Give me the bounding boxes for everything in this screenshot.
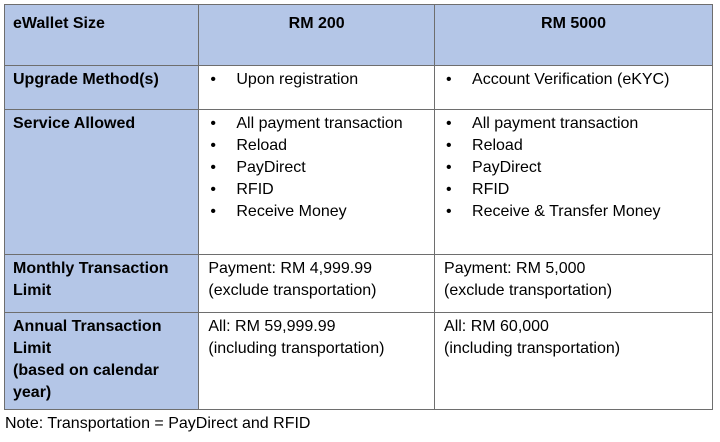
bullet-list bbox=[199, 110, 434, 223]
header-rm5000: RM 5000 bbox=[541, 15, 606, 32]
list-item bbox=[199, 201, 434, 223]
row-label-line: Annual Transaction bbox=[13, 318, 162, 335]
list-item-text: RFID bbox=[236, 181, 274, 198]
list-item-text: Receive Money bbox=[236, 203, 347, 220]
row-label-cell bbox=[5, 110, 199, 255]
bullet-icon: • bbox=[446, 115, 452, 132]
bullet-list bbox=[435, 66, 712, 91]
bullet-icon: • bbox=[446, 71, 452, 88]
list-item-text: Reload bbox=[472, 137, 523, 154]
row-label-line: year) bbox=[13, 384, 52, 401]
cell-line: All: RM 60,000 bbox=[444, 318, 549, 335]
list-item-text: Receive & Transfer Money bbox=[472, 203, 661, 220]
table-row bbox=[5, 255, 713, 313]
annual-rm5000-cell bbox=[435, 313, 713, 410]
bullet-list bbox=[435, 110, 712, 223]
list-item-text: Reload bbox=[236, 137, 288, 154]
annual-rm200-value bbox=[199, 313, 434, 360]
table-row bbox=[5, 110, 713, 255]
bullet-icon: • bbox=[446, 181, 452, 198]
row-label-annual-limit bbox=[5, 313, 198, 404]
annual-rm5000-value bbox=[435, 313, 712, 360]
annual-rm200-cell bbox=[199, 313, 435, 410]
monthly-rm5000-cell bbox=[435, 255, 713, 313]
bullet-icon: • bbox=[210, 137, 216, 154]
table-row bbox=[5, 313, 713, 410]
cell-line: All: RM 59,999.99 bbox=[208, 318, 336, 335]
list-item bbox=[199, 179, 434, 201]
header-rm200: RM 200 bbox=[288, 15, 345, 32]
row-label-cell bbox=[5, 255, 199, 313]
cell-line: (including transportation) bbox=[208, 340, 385, 357]
list-item-text: Upon registration bbox=[236, 71, 359, 88]
row-label-line: Limit bbox=[13, 282, 52, 299]
list-item bbox=[435, 179, 712, 201]
cell-line: Payment: RM 5,000 bbox=[444, 260, 586, 277]
list-item bbox=[435, 201, 712, 223]
cell-line: Payment: RM 4,999.99 bbox=[208, 260, 372, 277]
list-item-text: PayDirect bbox=[236, 159, 306, 176]
list-item bbox=[435, 157, 712, 179]
list-item bbox=[435, 113, 712, 135]
cell-line: (exclude transportation) bbox=[208, 282, 377, 299]
header-rm200-cell bbox=[199, 5, 435, 66]
list-item-text: RFID bbox=[472, 181, 510, 198]
row-label-line: (based on calendar bbox=[13, 362, 159, 379]
bullet-icon: • bbox=[210, 203, 216, 220]
bullet-icon: • bbox=[446, 137, 452, 154]
cell-line: (including transportation) bbox=[444, 340, 621, 357]
row-label-line: Limit bbox=[13, 340, 52, 357]
list-item-text: All payment transaction bbox=[236, 115, 403, 132]
bullet-icon: • bbox=[210, 71, 216, 88]
row-label-cell bbox=[5, 313, 199, 410]
row-label-upgrade-method: Upgrade Method(s) bbox=[13, 71, 159, 88]
bullet-icon: • bbox=[446, 203, 452, 220]
bullet-icon: • bbox=[210, 181, 216, 198]
ewallet-comparison-table bbox=[4, 4, 713, 410]
table-header-row bbox=[5, 5, 713, 66]
list-item bbox=[199, 69, 434, 91]
service-rm200-cell bbox=[199, 110, 435, 255]
row-label-line: Monthly Transaction bbox=[13, 260, 169, 277]
bullet-icon: • bbox=[446, 159, 452, 176]
list-item-text: PayDirect bbox=[472, 159, 542, 176]
upgrade-rm200-cell bbox=[199, 66, 435, 110]
list-item-text: Account Verification (eKYC) bbox=[472, 71, 670, 88]
bullet-icon: • bbox=[210, 159, 216, 176]
footnote: Note: Transportation = PayDirect and RFID bbox=[5, 415, 311, 432]
list-item bbox=[199, 157, 434, 179]
service-rm5000-cell bbox=[435, 110, 713, 255]
table-row bbox=[5, 66, 713, 110]
row-label-cell bbox=[5, 66, 199, 110]
cell-line: (exclude transportation) bbox=[444, 282, 613, 299]
header-label-cell bbox=[5, 5, 199, 66]
row-label-service-allowed: Service Allowed bbox=[13, 115, 136, 132]
list-item bbox=[435, 135, 712, 157]
bullet-icon: • bbox=[210, 115, 216, 132]
bullet-list bbox=[199, 66, 434, 91]
upgrade-rm5000-cell bbox=[435, 66, 713, 110]
monthly-rm5000-value bbox=[435, 255, 712, 302]
list-item bbox=[199, 113, 434, 135]
monthly-rm200-cell bbox=[199, 255, 435, 313]
header-label: eWallet Size bbox=[13, 15, 105, 32]
row-label-monthly-limit bbox=[5, 255, 198, 302]
list-item-text: All payment transaction bbox=[472, 115, 639, 132]
list-item bbox=[199, 135, 434, 157]
monthly-rm200-value bbox=[199, 255, 434, 302]
header-rm5000-cell bbox=[435, 5, 713, 66]
list-item bbox=[435, 69, 712, 91]
